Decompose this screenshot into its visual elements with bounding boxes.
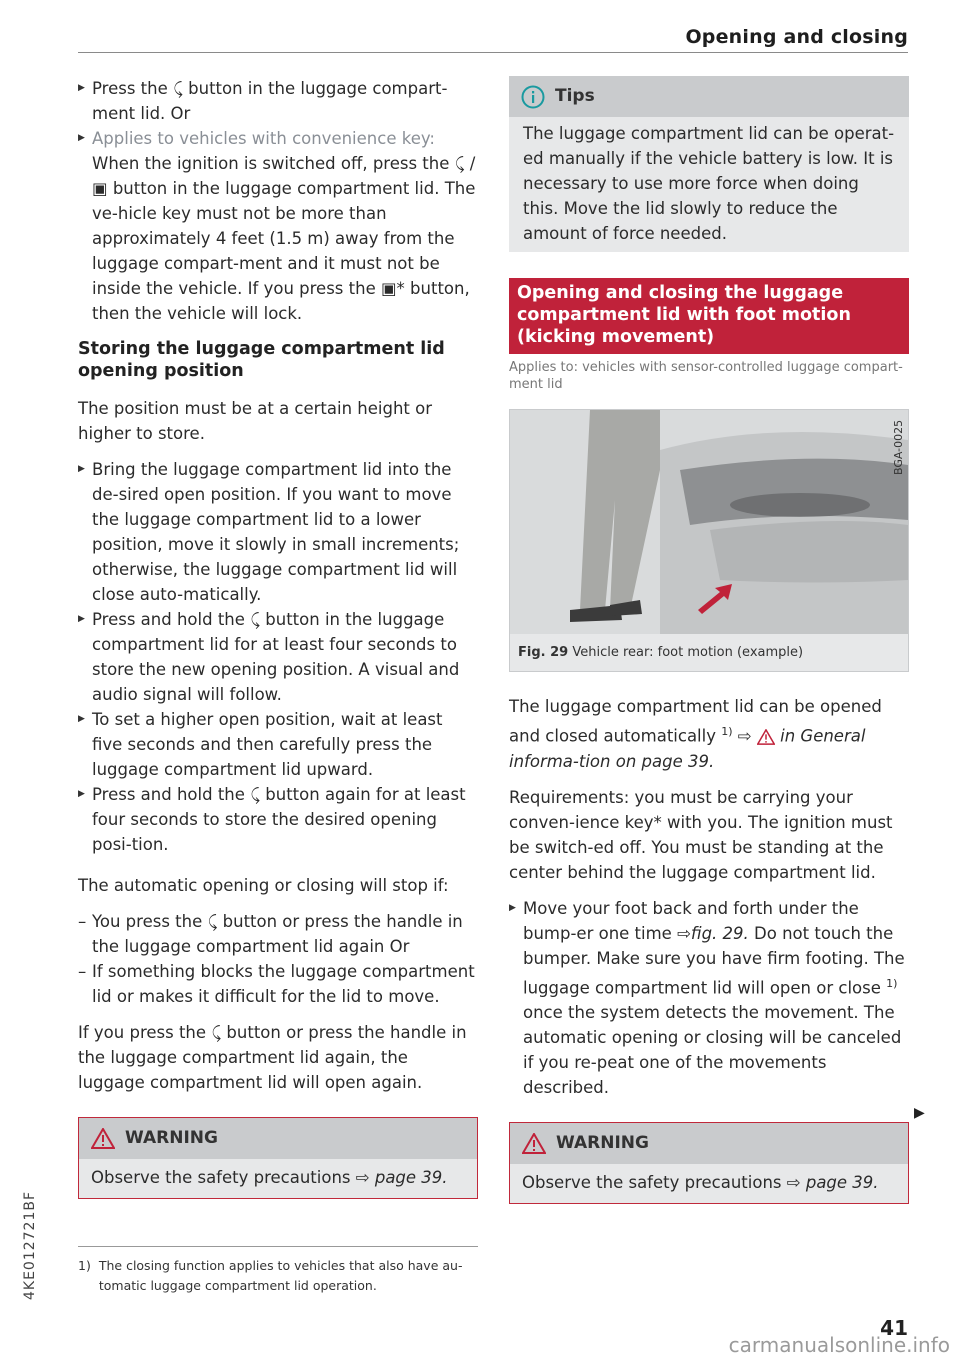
page-number: 41 [880,1316,908,1340]
paragraph-open-again: If you press the ⤹ button or press the handle in the luggage compartment lid again, the luggage compartment lid will open again. [78,1023,467,1092]
figure-29 [509,409,909,672]
paragraph-requirements: Requirements: you must be carrying your conven-ience key* with you. The ignition must be switch-ed off. You must be standing at the center behind the luggage compartment lid. [509,787,893,882]
warning-text: Observe the safety precautions ⇨ [522,1173,801,1192]
tips-box [509,76,909,252]
heading-storing-position: Storing the luggage compartment lid opening position [78,339,445,381]
warning-triangle-icon [522,1133,546,1154]
paragraph-automatic [509,694,909,774]
warning-title: WARNING [556,1133,649,1153]
applies-note: Applies to vehicles with convenience key: [92,129,435,148]
bullet-text-a: Move your foot back and forth under the bump-er one time ⇨ [523,898,859,943]
figure-caption [510,634,908,671]
tips-text: The luggage compartment lid can be operat-ed manually if the vehicle battery is low. It is necessary to use more force when doing this. Move the lid slowly to reduce the amount of force needed. [523,124,895,243]
bullet-move-foot [509,896,909,1101]
left-column [78,76,478,1199]
tips-header [509,76,909,117]
page-reference-link[interactable]: page 39. [805,1173,879,1192]
figure-label: Fig. 29 [518,645,569,660]
footnote-text: The closing function applies to vehicles that also have au-tomatic luggage compartment lid operation. [98,1258,463,1293]
figure-reference-link[interactable]: fig. 29. [690,923,749,943]
bullet-bring-lid: ▶ Bring the luggage compartment lid into the de-sired open position. If you want to move the luggage compartment lid to a lower position, move it slowly in small increments; otherwise, the luggage compartment lid will close auto-matically. [78,457,478,607]
bullet-text: When the ignition is switched off, press the ⤹ / ▣ button in the luggage compartment lid. The ve-hicle key must not be more than approximately 4 feet (1.5 m) away from the luggage compart-ment and it must not be inside the vehicle. If you press the ▣* button, then the vehicle will lock. [92,154,476,323]
paragraph-stop-if: The automatic opening or closing will stop if: [78,876,449,895]
footnote-ref: 1) [721,725,733,738]
bullet-press-hold: ▶ Press and hold the ⤹ button in the luggage compartment lid for at least four seconds to store the new opening position. A visual and audio signal will follow. [78,607,478,707]
warning-box [78,1117,478,1199]
bullet-text-b: Do not touch the bumper. Make sure you have firm footing. The luggage compartment lid will open or close [523,923,905,997]
section-heading-foot-motion: Opening and closing the luggage compartment lid with foot motion (kicking movement) [509,278,909,354]
warning-triangle-icon [757,729,775,745]
bullet-convenience-key [78,126,478,326]
footnote [78,1256,478,1296]
page-reference-link[interactable]: page 39. [374,1168,448,1187]
warning-header [510,1123,908,1164]
figure-code: BGA-0025 [892,419,905,475]
warning-title: WARNING [125,1128,218,1148]
right-column [509,76,909,1204]
warning-text: Observe the safety precautions ⇨ [91,1168,370,1187]
dash-item-button: – You press the ⤹ button or press the handle in the luggage compartment lid again Or [78,909,478,959]
bullet-press-button: ▶ Press the ⤹ button in the luggage compart-ment lid. Or [78,76,478,126]
continue-arrow-icon: ▶ [914,1105,925,1121]
paragraph-automatic-text: The luggage compartment lid can be opened and closed automatically [509,697,882,746]
figure-caption-text: Vehicle rear: foot motion (example) [572,645,804,660]
reference-arrow: ⇨ [737,726,752,746]
document-code: 4KE012721BF [22,1190,38,1300]
footnote-mark: 1) [78,1258,91,1273]
general-info-link[interactable]: in General informa-tion on page 39. [509,726,866,771]
warning-triangle-icon [91,1128,115,1149]
watermark: carmanualsonline.info [728,1333,950,1357]
vehicle-rear-foot-motion-illustration [510,410,908,634]
tips-title: Tips [555,86,595,106]
applies-to-note: Applies to: vehicles with sensor-controlled luggage compart-ment lid [509,360,903,392]
dash-item-blocked: – If something blocks the luggage compartment lid or makes it difficult for the lid to move. [78,959,478,1009]
footnote-rule [78,1246,478,1247]
bullet-higher-position: ▶ To set a higher open position, wait at least five seconds and then carefully press the luggage compartment lid upward. [78,707,478,782]
bullet-press-hold-again: ▶ Press and hold the ⤹ button again for at least four seconds to store the desired opening posi-tion. [78,782,478,857]
bullet-text-c: once the system detects the movement. The automatic opening or closing will be canceled if you re-peat one of the movements described. [523,1003,902,1097]
paragraph-position: The position must be at a certain height or higher to store. [78,399,433,443]
section-title: Opening and closing [685,26,908,48]
footnote-ref: 1) [886,976,898,990]
info-icon [521,85,545,109]
warning-body [510,1164,908,1203]
header-rule [78,52,908,53]
warning-header [79,1118,477,1159]
warning-body [79,1159,477,1198]
warning-box [509,1122,909,1204]
